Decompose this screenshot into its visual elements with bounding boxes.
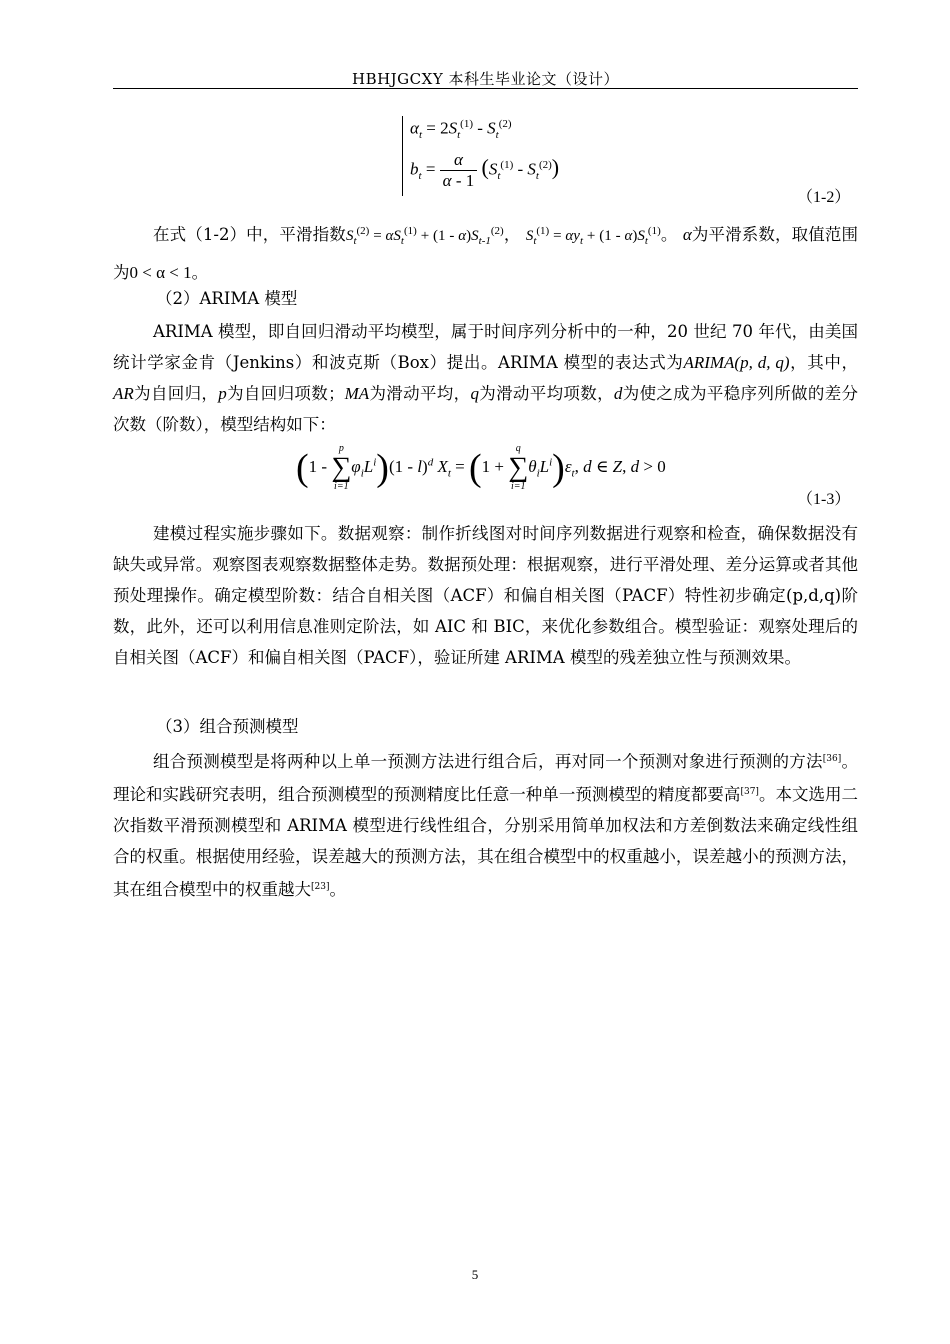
paragraph-combination-model: 组合预测模型是将两种以上单一预测方法进行组合后，再对同一个预测对象进行预测的方法[36]。理论和实践研究表明，组合预测模型的预测精度比任意一种单一预测模型的精度都要高[37]。本文选用二次指数平滑预测模型和 ARIMA 模型进行线性组合，分别采用简单加权法和方差倒数法来确定线性组合的权重。根据使用经验，误差越大的预测方法，其在组合模型中的权重越小，误差越小的预测方法，其在组合模型中的权重越大[23]。 <box>113 752 859 899</box>
paragraph-arima: ARIMA 模型，即自回归滑动平均模型，属于时间序列分析中的一种，20 世纪 70 年代，由美国统计学家金肯（Jenkins）和波克斯（Box）提出。ARIMA 模型的表达式为ARIMA(p, d, q)，其中，AR为自回归，p为自回归项数；MA为滑动平均，q为滑动平均项数，d为使之成为平稳序列所做的差分次数（阶数），模型结构如下： <box>113 322 859 434</box>
citation-37[interactable]: [37] <box>740 787 759 797</box>
equation-number-1-2: （1-2） <box>797 189 851 206</box>
page-number: 5 <box>471 1267 479 1282</box>
section-heading-combination: （3）组合预测模型 <box>156 717 299 736</box>
citation-36[interactable]: [36] <box>822 754 842 764</box>
running-header: HBHJGCXY 本科生毕业论文（设计） <box>351 70 619 88</box>
equation-number-1-3: （1-3） <box>797 491 851 508</box>
citation-23[interactable]: [23] <box>311 882 330 892</box>
equation-1-2-line-2: $b_t$ = $\frac{\alpha}{\alpha - 1}$ $(S_t^{(1)} - S_t^{(2)})$ <box>410 150 560 190</box>
equation-1-2-line-1: $\alpha_t = 2S_t^{(1)} - S_t^{(2)}$ <box>410 118 512 142</box>
paragraph-modeling-steps: 建模过程实施步骤如下。数据观察：制作折线图对时间序列数据进行观察和检查，确保数据没有缺失或异常。观察图表观察数据整体走势。数据预处理：根据观察，进行平滑处理、差分运算或者其他预处理操作。确定模型阶数：结合自相关图（ACF）和偏自相关图（PACF）特性初步确定(p,d,q)阶数，此外，还可以利用信息准则定阶法，如 AIC 和 BIC，来优化参数组合。模型验证：观察处理后的自相关图（ACF）和偏自相关图（PACF），验证所建 ARIMA 模型的残差独立性与预测效果。 <box>113 524 858 667</box>
paragraph-smoothing: 在式（1-2）中，平滑指数$S_t^{(2)} = \alpha S_t^{(1)} + (1 - \alpha)S_{t-1}^{(2)}$， $S_t^{(1)} = \alpha y_t + (1 - \alpha)S_t^{(1)}$。 α为平滑系数，取值范围为0 < α < 1。 <box>113 225 859 282</box>
header-rule <box>113 88 858 89</box>
equation-brace <box>402 116 403 196</box>
section-heading-arima: （2）ARIMA 模型 <box>156 289 298 308</box>
equation-1-3: (1 - p ∑ i=1 $\varphi_iL^i)(1 - l)^d$ $X_t = (1$ + q ∑ i=1 $\theta_iL^i)\varepsilon_t$, d ∈ Z, d > 0 <box>296 443 666 492</box>
